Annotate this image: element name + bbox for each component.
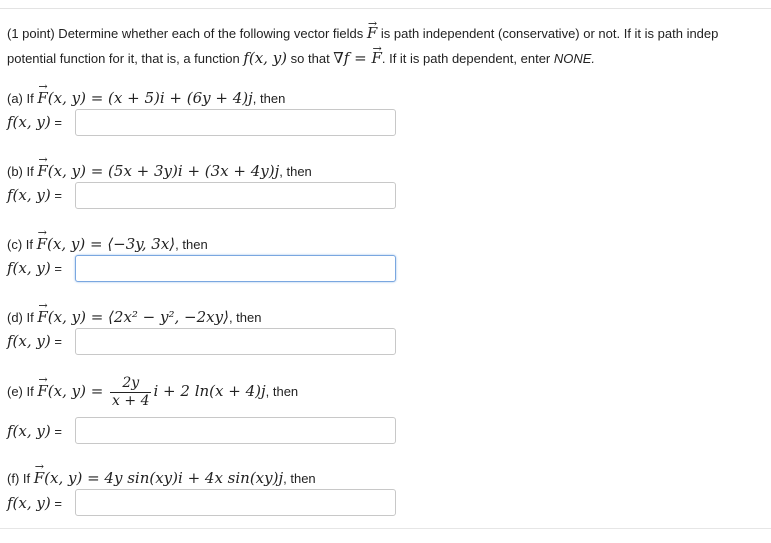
part-e-expression: i + 2 ln(x + 4)j (153, 381, 266, 400)
part-b-answer-label (7, 186, 62, 204)
part-f-f-label: f(x, y) (7, 494, 51, 512)
intro-text-2: is path independent (conservative) or not. If it is path indep (377, 26, 719, 41)
part-c-equals: = (50, 261, 62, 276)
part-d-F-symbol: → F (37, 308, 47, 326)
part-c-Fxy: (x, y) = (47, 235, 108, 253)
none-keyword: NONE. (553, 51, 596, 66)
part-c-answer-label (7, 259, 62, 277)
part-b-question (7, 162, 312, 180)
part-b-F-symbol: → F (37, 162, 47, 180)
part-d-Fxy: (x, y) = (47, 308, 109, 326)
intro-text-3: potential function for it, that is, a function (7, 51, 244, 66)
part-a-label: (a) If (7, 91, 38, 106)
part-a-suffix: , then (252, 91, 286, 106)
part-e-label: (e) If (7, 383, 38, 399)
part-f-Fxy: (x, y) = (44, 469, 105, 487)
part-b-equals: = (50, 188, 62, 203)
answer-input-f[interactable] (75, 489, 396, 516)
part-e-Fxy: (x, y) = (47, 381, 109, 400)
part-c-label: (c) If (7, 237, 37, 252)
part-b-Fxy: (x, y) = (47, 162, 109, 180)
part-f-label: (f) If (7, 471, 34, 486)
part-a-equals: = (50, 115, 62, 130)
problem-panel (0, 9, 771, 529)
answer-input-e[interactable] (75, 417, 396, 444)
part-b-label: (b) If (7, 164, 38, 179)
answer-input-a[interactable] (75, 109, 396, 136)
intro-text-4: so that (287, 51, 334, 66)
intro-text-5: . If it is path dependent, enter (381, 51, 554, 66)
part-e-fraction (110, 375, 151, 410)
function-f: f(x, y) (243, 49, 288, 67)
part-d-label: (d) If (7, 310, 38, 325)
part-e-suffix: , then (265, 383, 299, 399)
part-b-suffix: , then (279, 164, 312, 179)
part-f-F-symbol: → F (34, 469, 44, 487)
part-e-denominator: x + 4 (112, 393, 150, 409)
part-a-F (37, 89, 47, 107)
part-e-numerator: 2y (110, 375, 151, 393)
part-a-Fxy: (x, y) = (47, 89, 109, 107)
part-e-f-label: f(x, y) (7, 422, 51, 440)
answer-input-b[interactable] (75, 182, 396, 209)
part-d-expression: ⟨2x² − y², −2xy⟩ (108, 308, 229, 326)
part-a-question (7, 89, 285, 107)
part-d-f-label: f(x, y) (7, 332, 51, 350)
part-e-answer-label (7, 422, 62, 440)
part-c-suffix: , then (175, 237, 208, 252)
intro-text-1: (1 point) Determine whether each of the following vector fields (7, 26, 367, 41)
part-e-equals: = (50, 424, 62, 439)
part-a-f-label: f(x, y) (7, 113, 51, 131)
vector-F-2: → F (371, 46, 381, 70)
part-a-expression: (x + 5)i + (6y + 4)j (108, 89, 253, 107)
part-c-F-symbol: → F (37, 235, 47, 253)
part-a-F-symbol: → F (37, 89, 47, 107)
part-f-equals: = (50, 496, 62, 511)
part-c-question (7, 235, 208, 253)
part-d-answer-label (7, 332, 62, 350)
part-f-answer-label (7, 494, 62, 512)
part-e-F-symbol: → F (37, 382, 47, 400)
part-d-question (7, 308, 261, 326)
answer-input-c[interactable] (75, 255, 396, 282)
part-f-expression: 4y sin(xy)i + 4x sin(xy)j (104, 469, 284, 487)
part-b-f-label: f(x, y) (7, 186, 51, 204)
part-d-suffix: , then (228, 310, 262, 325)
answer-input-d[interactable] (75, 328, 396, 355)
part-d-equals: = (50, 334, 62, 349)
part-e-question (7, 375, 298, 410)
gradient-f: ∇f = (333, 49, 372, 67)
part-c-expression: ⟨−3y, 3x⟩ (107, 235, 176, 253)
part-a-answer-label (7, 113, 62, 131)
part-f-question (7, 469, 316, 487)
part-f-suffix: , then (283, 471, 316, 486)
vector-F: → F (367, 21, 377, 45)
problem-statement (7, 21, 771, 71)
part-b-expression: (5x + 3y)i + (3x + 4y)j (108, 162, 280, 180)
part-c-f-label: f(x, y) (7, 259, 51, 277)
